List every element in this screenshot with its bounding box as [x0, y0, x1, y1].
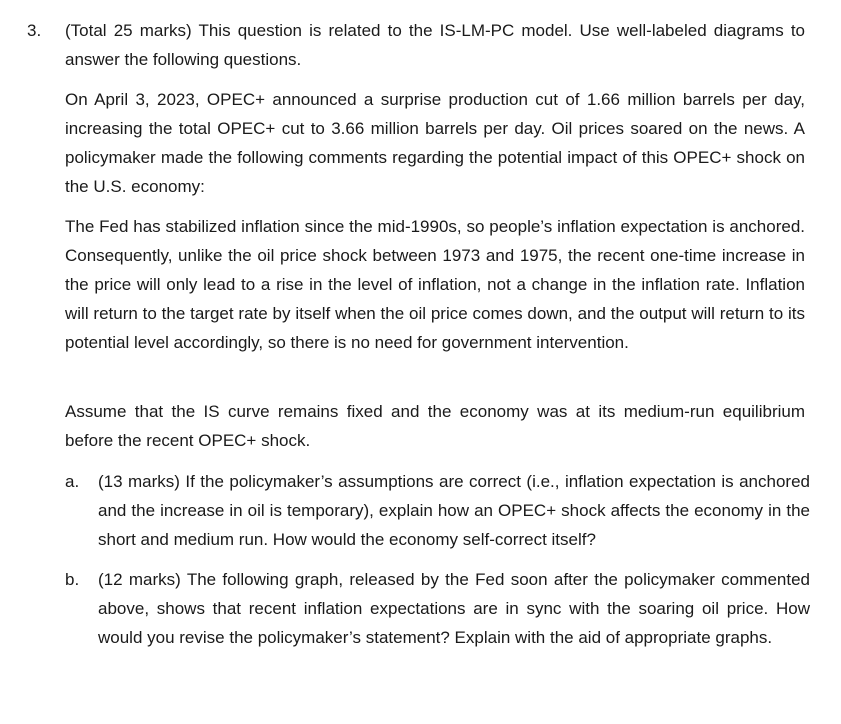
question-intro: (Total 25 marks) This question is related to the IS-LM-PC model. Use well-labeled diagrams to answer the following questions. — [65, 21, 805, 69]
policymaker-quote: The Fed has stabilized inflation since the mid-1990s, so people’s inflation expectation is anchored. Consequently, unlike the oil price shock between 1973 and 1975, the recent one-time increase in the price will only lead to a rise in the level of inflation, not a change in the inflation rate. Inflation will return to the target rate by itself when the oil price comes down, and the output will return to its potential level accordingly, so there is no need for government intervention. — [65, 217, 805, 352]
context-paragraph: On April 3, 2023, OPEC+ announced a surprise production cut of 1.66 million barrels per day, increasing the total OPEC+ cut to 3.66 million barrels per day. Oil prices soared on the news. A policymaker made the following comments regarding the potential impact of this OPEC+ shock on the U.S. economy: — [65, 90, 805, 196]
question-number: 3. — [27, 21, 42, 40]
part-b — [65, 565, 810, 685]
part-a-text: (13 marks) If the policymaker’s assumptions are correct (i.e., inflation expectation is anchored and the increase in oil is temporary), explain how an OPEC+ shock affects the economy in the short and medium run. How would the economy self-correct itself? — [98, 472, 810, 549]
part-b-letter: b. — [65, 570, 80, 589]
part-b-text: (12 marks) The following graph, released by the Fed soon after the policymaker commented above, shows that recent inflation expectations are in sync with the soaring oil price. How would you revise the policymaker’s statement? Explain with the aid of appropriate graphs. — [98, 570, 810, 647]
part-a — [65, 467, 810, 557]
assumption-paragraph: Assume that the IS curve remains fixed and the economy was at its medium-run equilibrium before the recent OPEC+ shock. — [65, 402, 805, 450]
part-a-letter: a. — [65, 472, 80, 491]
